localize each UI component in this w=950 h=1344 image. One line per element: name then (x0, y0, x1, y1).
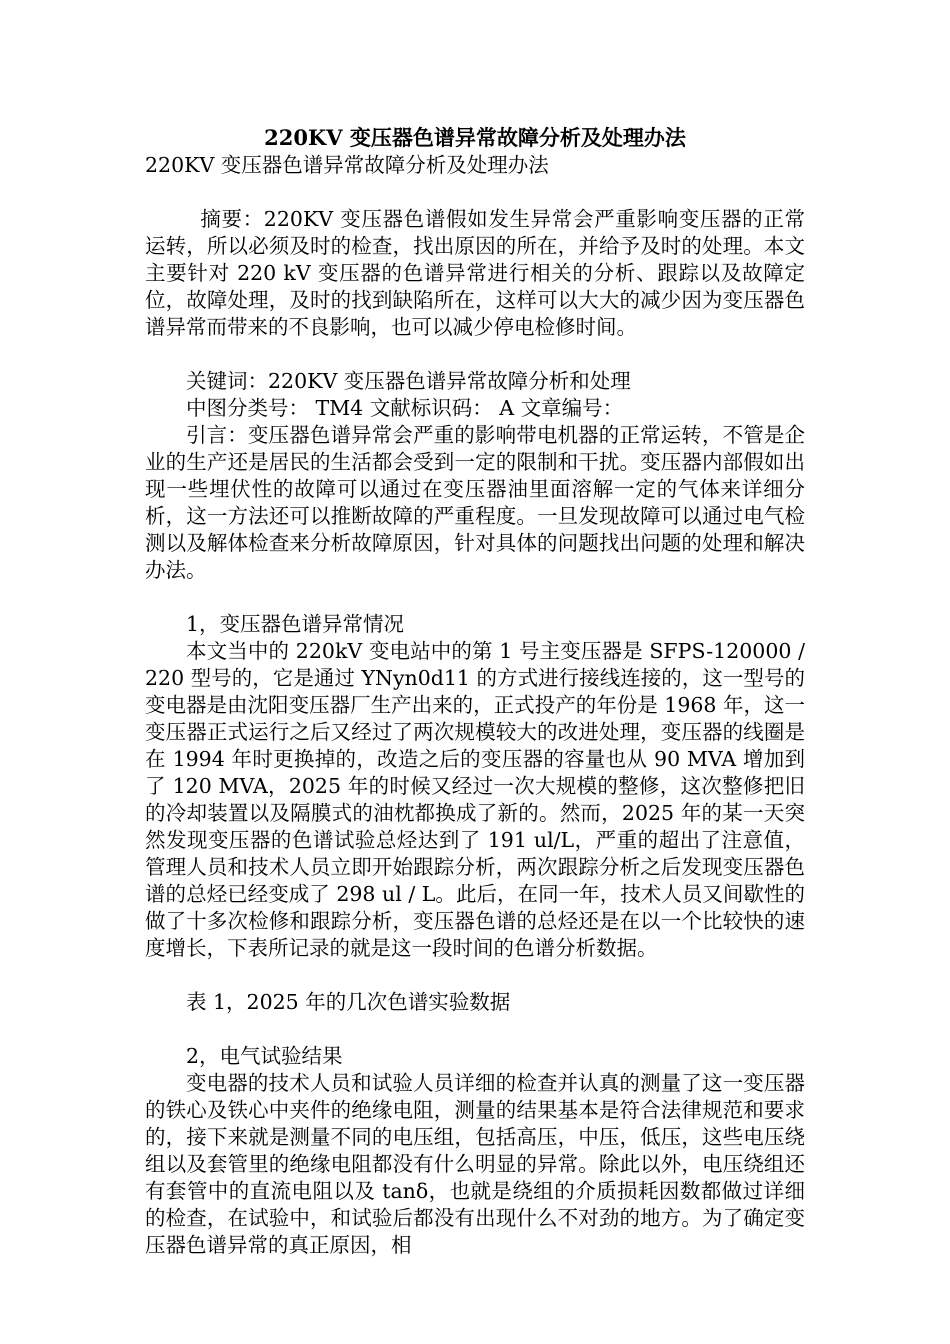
table-caption: 表 1，2025 年的几次色谱实验数据 (186, 990, 511, 1014)
document-body (145, 152, 805, 1259)
section-2-heading: 2，电气试验结果 (186, 1044, 343, 1068)
blank-line (145, 1016, 805, 1043)
document-title: 220KV 变压器色谱异常故障分析及处理办法 (264, 125, 686, 150)
section-1-paragraph: 本文当中的 220kV 变电站中的第 1 号主变压器是 SFPS-120000 /220 型号的，它是通过 YNyn0d11 的方式进行接线连接的，这一型号的变电器是由沈阳变压器厂生产出来的，正式投产的年份是 1968 年，这一变压器正式运行之后又经过了两次规模较大的改进处理，变压器的线圈是在 1994 年时更换掉的，改造之后的变压器的容量也从 90 MVA 增加到了 120 MVA，2025 年的时候又经过一次大规模的整修，这次整修把旧的冷却装置以及隔膜式的油枕都换成了新的。然而，2025 年的某一天突然发现变压器的色谱试验总烃达到了 191 ul/L，严重的超出了注意值，管理人员和技术人员立即开始跟踪分析，两次跟踪分析之后发现变压器色谱的总烃已经变成了 298 ul / L。此后，在同一年，技术人员又间歇性的做了十多次检修和跟踪分析，变压器色谱的总烃还是在以一个比较快的速度增长，下表所记录的就是这一段时间的色谱分析数据。 (145, 639, 805, 960)
abstract-paragraph: 摘要：220KV 变压器色谱假如发生异常会严重影响变压器的正常运转，所以必须及时的检查，找出原因的所在，并给予及时的处理。本文主要针对 220 kV 变压器的色谱异常进行相关的分析、跟踪以及故障定位，故障处理，及时的找到缺陷所在，这样可以大大的减少因为变压器色谱异常而带来的不良影响，也可以减少停电检修时间。 (145, 207, 805, 339)
section-2-paragraph: 变电器的技术人员和试验人员详细的检查并认真的测量了这一变压器的铁心及铁心中夹件的绝缘电阻，测量的结果基本是符合法律规范和要求的，接下来就是测量不同的电压组，包括高压，中压，低压，这些电压绕组以及套管里的绝缘电阻都没有什么明显的异常。除此以外，电压绕组还有套管中的直流电阻以及 tanδ，也就是绕组的介质损耗因数都做过详细的检查，在试验中，和试验后都没有出现什么不对劲的地方。为了确定变压器色谱异常的真正原因，相 (145, 1071, 805, 1257)
blank-line (145, 962, 805, 989)
keywords-line: 关键词：220KV 变压器色谱异常故障分析和处理 (186, 369, 631, 393)
blank-line (145, 341, 805, 368)
blank-line (145, 584, 805, 611)
blank-line (145, 179, 805, 206)
intro-paragraph: 引言：变压器色谱异常会严重的影响带电机器的正常运转，不管是企业的生产还是居民的生活都会受到一定的限制和干扰。变压器内部假如出现一些埋伏性的故障可以通过在变压器油里面溶解一定的气体来详细分析，这一方法还可以推断故障的严重程度。一旦发现故障可以通过电气检测以及解体检查来分析故障原因，针对具体的问题找出问题的处理和解决办法。 (145, 423, 805, 582)
document-subtitle: 220KV 变压器色谱异常故障分析及处理办法 (145, 153, 549, 177)
section-1-heading: 1，变压器色谱异常情况 (186, 612, 405, 636)
classification-line: 中图分类号： TM4 文献标识码： A 文章编号： (186, 396, 624, 420)
